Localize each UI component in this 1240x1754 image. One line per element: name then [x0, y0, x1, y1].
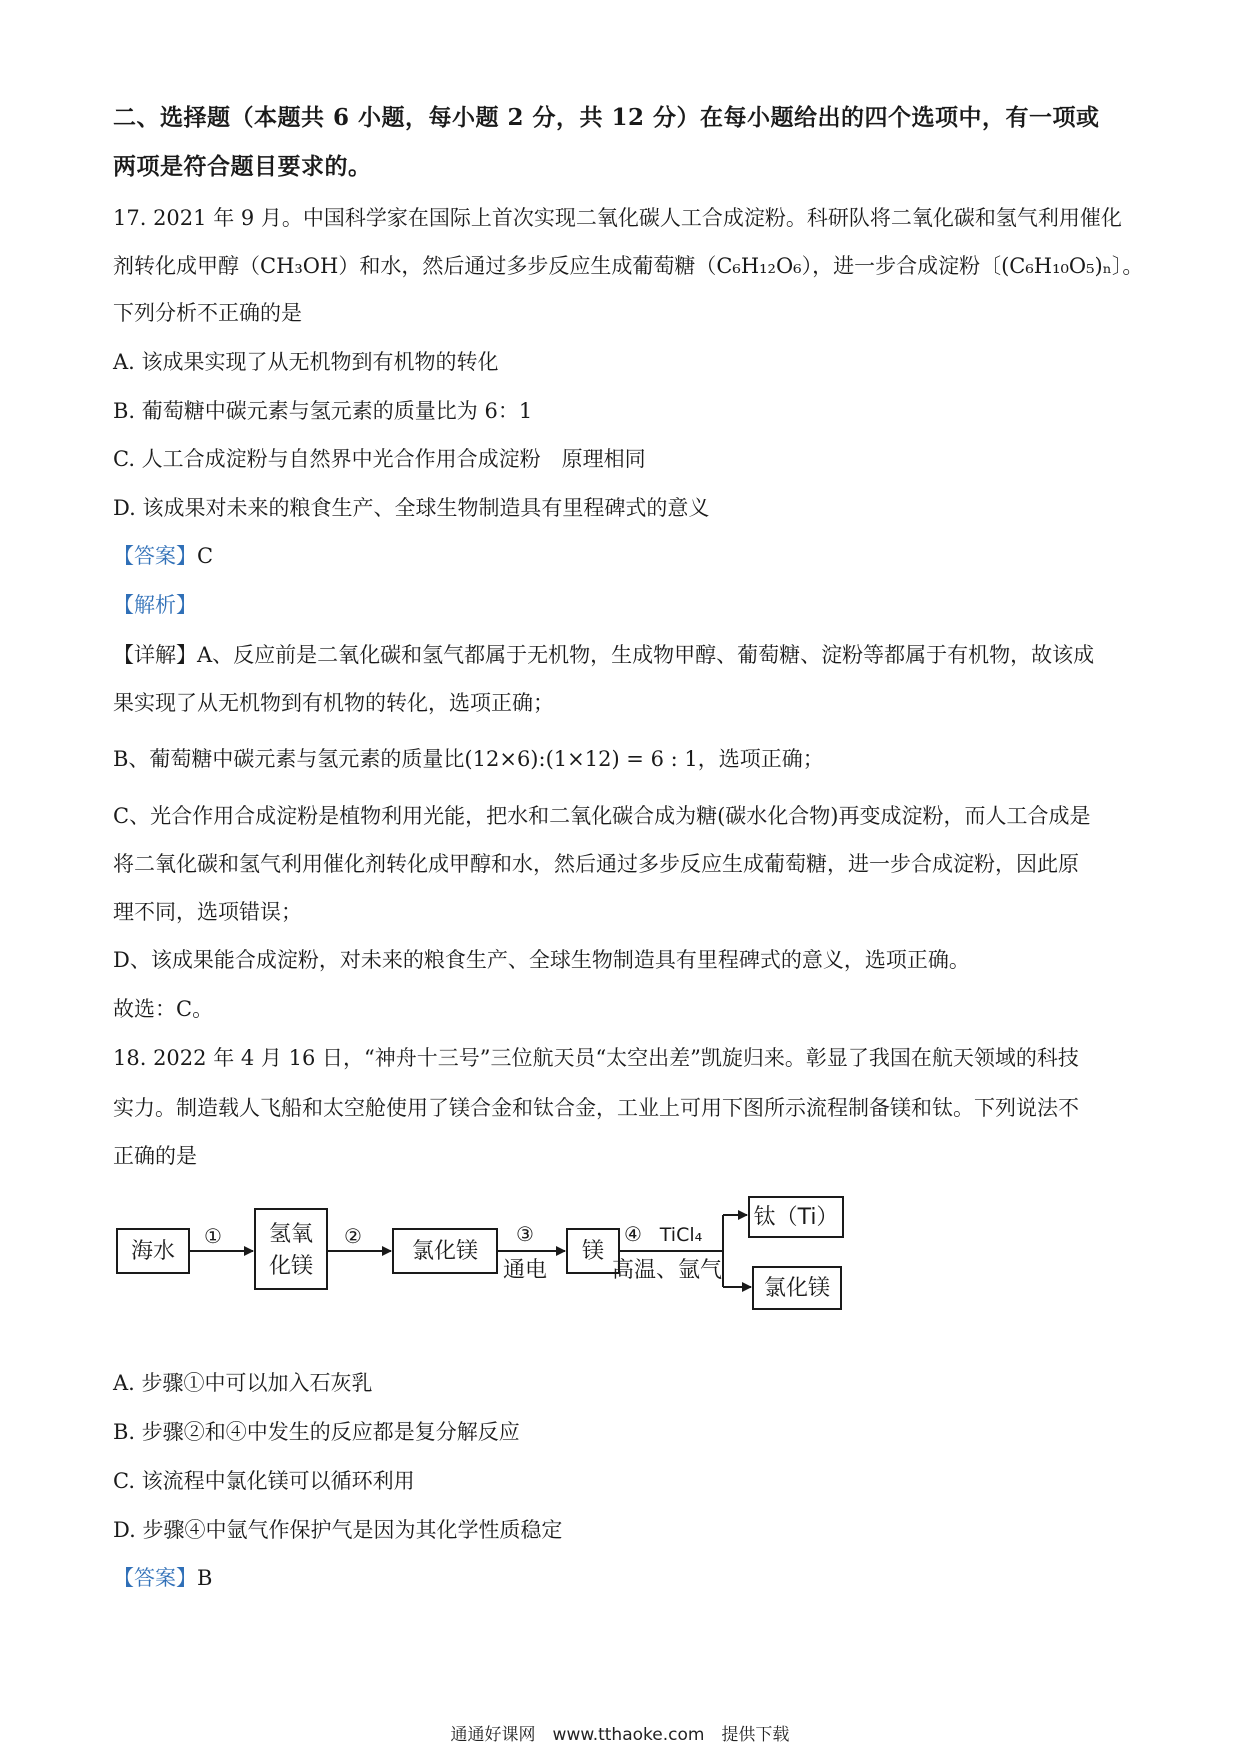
analysis-label: 【解析】	[113, 593, 197, 617]
mg-label: 镁	[581, 1239, 605, 1264]
mgcl2-label: 氯化镁	[411, 1239, 479, 1264]
answer-value: B	[197, 1566, 213, 1590]
q17-detail-b: B、葡萄糖中碳元素与氢元素的质量比(12×6):(1×12) = 6 : 1，选项正确；	[113, 747, 824, 771]
q17-option-d: D. 该成果对未来的粮食生产、全球生物制造具有里程碑式的意义	[113, 496, 710, 520]
seawater-label: 海水	[130, 1239, 176, 1264]
q18-stem-line2: 实力。制造载人飞船和太空舱使用了镁合金和钛合金，工业上可用下图所示流程制备镁和钛。下列说法不	[113, 1096, 1079, 1120]
process-flow-diagram	[113, 1195, 893, 1335]
answer-value: C	[197, 544, 214, 568]
answer-label: 【答案】	[113, 544, 197, 568]
ti-label: 钛（Ti）	[753, 1205, 839, 1230]
step4-label: ④	[624, 1222, 642, 1246]
q17-option-b: B. 葡萄糖中碳元素与氢元素的质量比为 6：1	[113, 399, 533, 423]
q17-stem-line3: 下列分析不正确的是	[113, 301, 302, 325]
mgoh-label-line2: 化镁	[268, 1254, 314, 1279]
q17-option-c: C. 人工合成淀粉与自然界中光合作用合成淀粉 原理相同	[113, 447, 646, 471]
q17-detail-d: D、该成果能合成淀粉，对未来的粮食生产、全球生物制造具有里程碑式的意义，选项正确。	[113, 948, 970, 972]
mgoh-label-line1: 氢氧	[268, 1222, 314, 1247]
detail-label: 【详解】	[113, 643, 197, 667]
step1-label: ①	[204, 1224, 222, 1248]
q18-option-c: C. 该流程中氯化镁可以循环利用	[113, 1469, 415, 1493]
step4-reagent: TiCl₄	[659, 1224, 703, 1246]
q18-stem-line1: 18. 2022 年 4 月 16 日，“神舟十三号”三位航天员“太空出差”凯旋归来。彰显了我国在航天领域的科技	[113, 1046, 1079, 1070]
q18-option-a: A. 步骤①中可以加入石灰乳	[113, 1371, 373, 1395]
q17-stem-line2: 剂转化成甲醇（CH₃OH）和水，然后通过多步反应生成葡萄糖（C₆H₁₂O₆），进一步合成淀粉〔(C₆H₁₀O₅)ₙ〕。	[113, 254, 1144, 278]
page-footer: 通通好课网 www.tthaoke.com 提供下载	[450, 1725, 790, 1745]
q17-option-a: A. 该成果实现了从无机物到有机物的转化	[113, 350, 499, 374]
q18-stem-line3: 正确的是	[113, 1144, 197, 1168]
q17-detail-c-line3: 理不同，选项错误；	[113, 900, 302, 924]
section-heading-line1: 二、选择题（本题共 6 小题，每小题 2 分，共 12 分）在每小题给出的四个选项中，有一项或	[113, 104, 1100, 131]
q17-detail-c-line2: 将二氧化碳和氢气利用催化剂转化成甲醇和水，然后通过多步反应生成葡萄糖，进一步合成淀粉，因此原	[113, 852, 1079, 876]
q18-option-b: B. 步骤②和④中发生的反应都是复分解反应	[113, 1420, 520, 1444]
q17-analysis-label	[113, 590, 1133, 620]
section-heading-line2: 两项是符合题目要求的。	[113, 153, 372, 180]
step3-condition: 通电	[502, 1258, 548, 1283]
q18-option-d: D. 步骤④中氩气作保护气是因为其化学性质稳定	[113, 1518, 563, 1542]
answer-label: 【答案】	[113, 1566, 197, 1590]
step3-label: ③	[516, 1222, 534, 1246]
step4-condition: 高温、氩气	[611, 1258, 723, 1283]
q17-answer	[113, 541, 1133, 571]
q18-answer	[113, 1563, 1133, 1593]
q17-conclusion: 故选：C。	[113, 997, 214, 1021]
detail-a-text: A、反应前是二氧化碳和氢气都属于无机物，生成物甲醇、葡萄糖、淀粉等都属于有机物，故该成	[197, 643, 1095, 667]
mgcl2-out-label: 氯化镁	[763, 1276, 831, 1301]
q17-stem-line1: 17. 2021 年 9 月。中国科学家在国际上首次实现二氧化碳人工合成淀粉。科研队将二氧化碳和氢气利用催化	[113, 206, 1122, 230]
q17-detail-a-line1	[113, 640, 1133, 670]
step2-label: ②	[344, 1224, 362, 1248]
q17-detail-c-line1: C、光合作用合成淀粉是植物利用光能，把水和二氧化碳合成为糖(碳水化合物)再变成淀粉，而人工合成是	[113, 804, 1091, 828]
q17-detail-a-line2: 果实现了从无机物到有机物的转化，选项正确；	[113, 691, 554, 715]
